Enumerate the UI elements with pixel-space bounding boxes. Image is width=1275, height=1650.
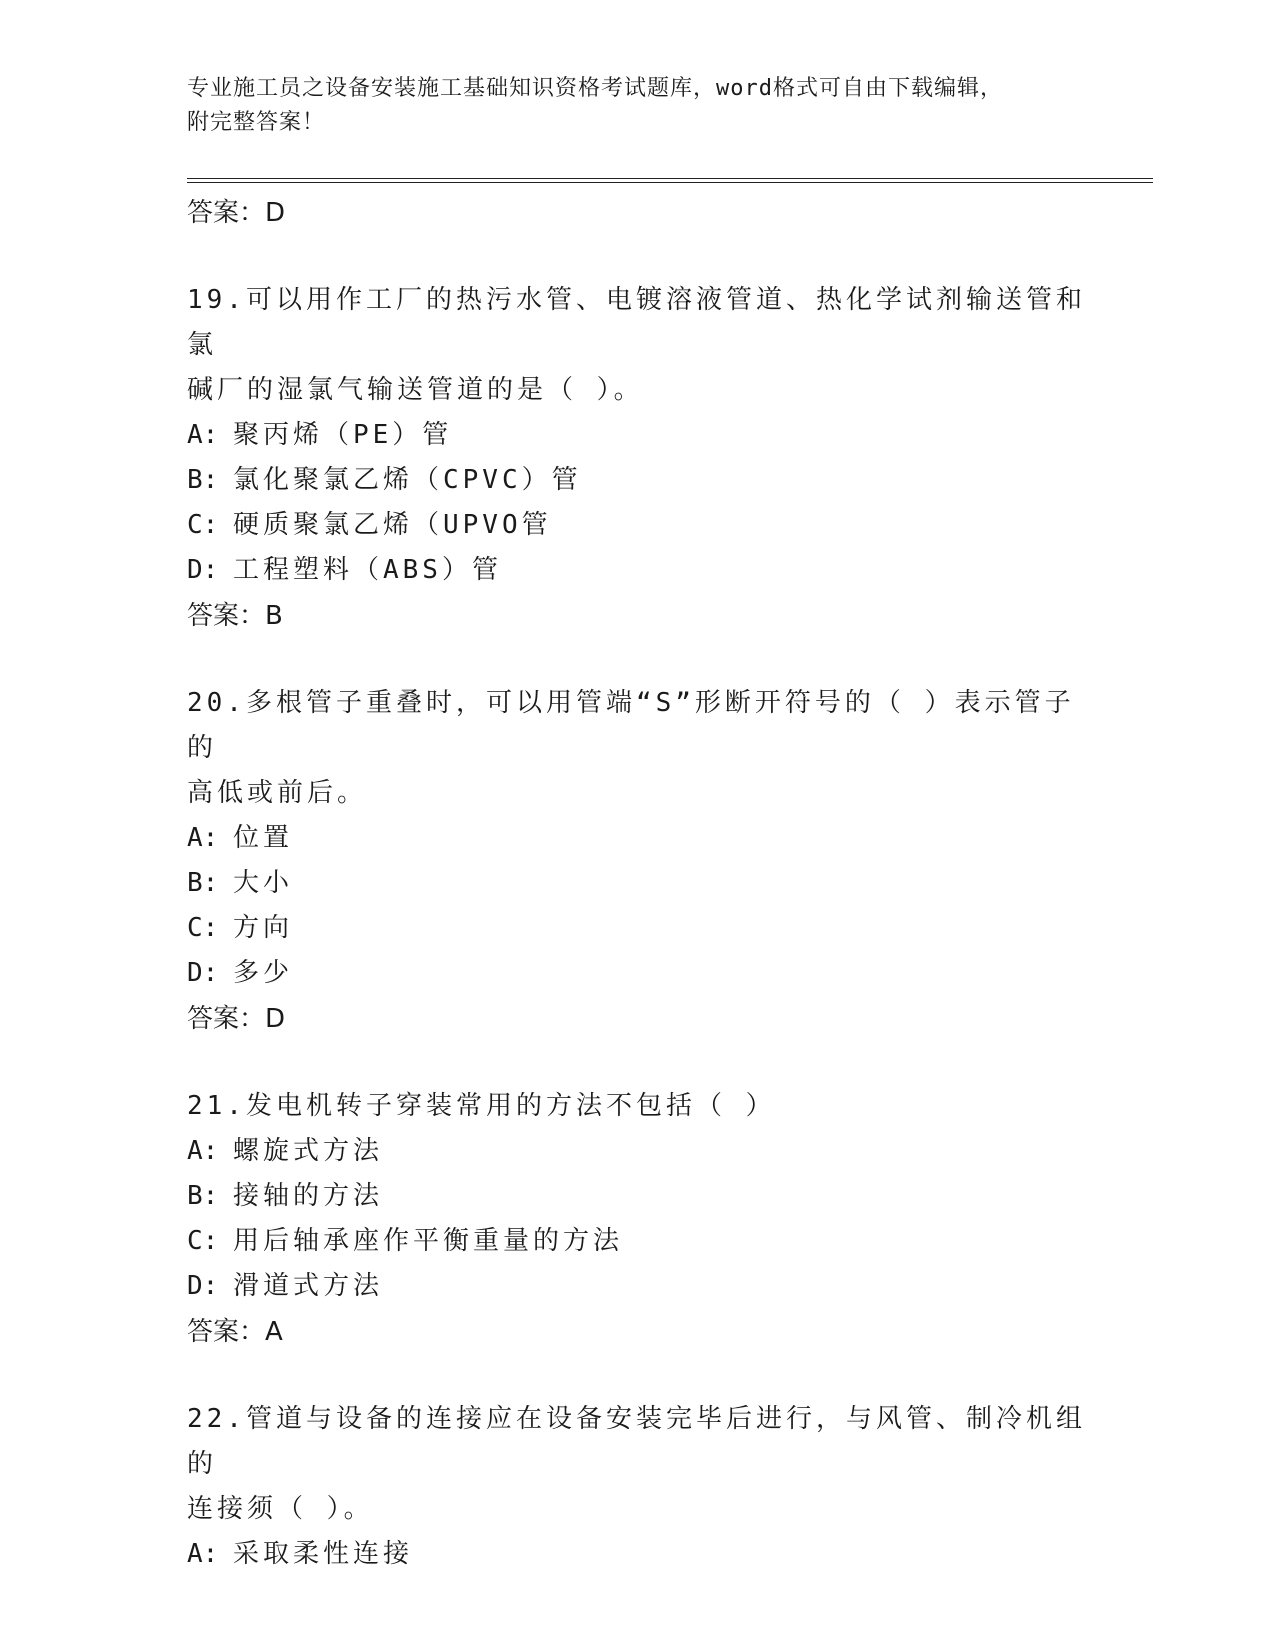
- answer-option: [187, 1129, 1087, 1174]
- answer-option: [187, 458, 1087, 503]
- option-letter: D:: [187, 555, 219, 585]
- header-line-2: 附完整答案！: [187, 110, 326, 135]
- option-text: 聚丙烯（PE）管: [233, 420, 453, 450]
- question-stem-line: 22.管道与设备的连接应在设备安装完毕后进行，与风管、制冷机组的: [187, 1404, 1086, 1479]
- option-letter: C:: [187, 1226, 219, 1256]
- option-letter: C:: [187, 913, 219, 943]
- question: [187, 1397, 1087, 1577]
- answer-option: [187, 951, 1087, 996]
- header-line-1: 专业施工员之设备安装施工基础知识资格考试题库，word格式可自由下载编辑，: [187, 76, 1003, 101]
- option-letter: A:: [187, 1136, 219, 1166]
- page-header: [187, 72, 1087, 140]
- option-text: 滑道式方法: [233, 1271, 384, 1301]
- option-text: 螺旋式方法: [233, 1136, 384, 1166]
- question: [187, 1084, 1087, 1309]
- option-letter: B:: [187, 1181, 219, 1211]
- option-letter: A:: [187, 1539, 219, 1569]
- question: [187, 681, 1087, 996]
- question-stem-line: 碱厂的湿氯气输送管道的是（ ）。: [187, 375, 644, 405]
- question-stem-line: 20.多根管子重叠时，可以用管端“S”形断开符号的（ ）表示管子的: [187, 688, 1075, 763]
- answer-option: [187, 1174, 1087, 1219]
- answer-option: [187, 413, 1087, 458]
- answer-line: 答案：D: [187, 198, 286, 228]
- option-text: 氯化聚氯乙烯（CPVC）管: [233, 465, 582, 495]
- header-divider: [187, 178, 1153, 183]
- question-stem-line: 19.可以用作工厂的热污水管、电镀溶液管道、热化学试剂输送管和氯: [187, 285, 1086, 360]
- spacer: [187, 639, 1087, 681]
- question-stem-line: 连接须（ ）。: [187, 1494, 374, 1524]
- option-text: 多少: [233, 958, 294, 988]
- option-letter: A:: [187, 823, 219, 853]
- spacer: [187, 1042, 1087, 1084]
- option-letter: B:: [187, 465, 219, 495]
- option-text: 工程塑料（ABS）管: [233, 555, 502, 585]
- option-letter: D:: [187, 958, 219, 988]
- question-list: [187, 190, 1087, 1577]
- answer-line: 答案：D: [187, 1004, 286, 1034]
- spacer: [187, 1355, 1087, 1397]
- answer-option: [187, 1264, 1087, 1309]
- answer-line: 答案：A: [187, 1317, 283, 1347]
- option-text: 接轴的方法: [233, 1181, 384, 1211]
- answer-line: 答案：B: [187, 601, 283, 631]
- spacer: [187, 236, 1087, 278]
- option-letter: D:: [187, 1271, 219, 1301]
- option-text: 硬质聚氯乙烯（UPVO管: [233, 510, 552, 540]
- answer-option: [187, 861, 1087, 906]
- option-text: 大小: [233, 868, 294, 898]
- answer-option: [187, 816, 1087, 861]
- answer-option: [187, 503, 1087, 548]
- option-text: 位置: [233, 823, 294, 853]
- answer-option: [187, 1219, 1087, 1264]
- option-text: 采取柔性连接: [233, 1539, 414, 1569]
- answer-option: [187, 906, 1087, 951]
- option-letter: A:: [187, 420, 219, 450]
- option-letter: B:: [187, 868, 219, 898]
- option-text: 方向: [233, 913, 294, 943]
- answer-option: [187, 548, 1087, 593]
- question: [187, 278, 1087, 593]
- question-stem-line: 21.发电机转子穿装常用的方法不包括（ ）: [187, 1091, 776, 1121]
- question-stem-line: 高低或前后。: [187, 778, 368, 808]
- answer-option: [187, 1532, 1087, 1577]
- option-letter: C:: [187, 510, 219, 540]
- option-text: 用后轴承座作平衡重量的方法: [233, 1226, 624, 1256]
